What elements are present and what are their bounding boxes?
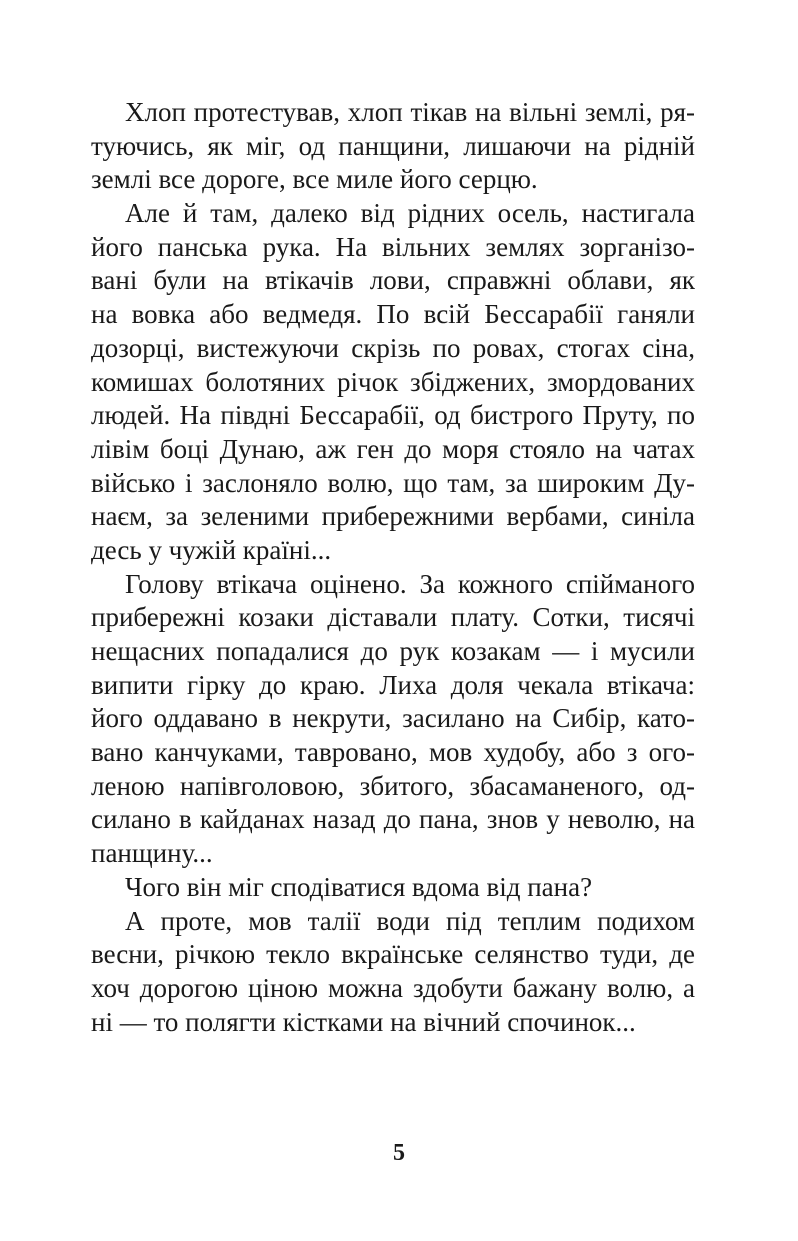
text-line: весни, річкою текло вкраїнське селянство туди, де xyxy=(91,939,695,970)
text-line: нещасних попадалися до рук козакам — і мусили xyxy=(91,636,695,666)
text-line: хоч дорогою ціною можна здобути бажану волю, а xyxy=(91,972,695,1003)
text-line: людей. На півдні Бессарабії, од бистрого Пруту, по xyxy=(91,400,695,431)
body-text xyxy=(91,96,695,1039)
text-line: вані були на втікачів лови, справжні облави, як xyxy=(91,265,695,296)
text-line: землі все дороге, все миле його серцю. xyxy=(91,164,538,195)
text-line: випити гірку до краю. Лиха доля чекала втікача: xyxy=(91,669,695,700)
text-line: на вовка або ведмедя. По всій Бессарабії ганяли xyxy=(91,299,695,330)
text-line: прибережні козаки діставали плату. Сотки, тисячі xyxy=(91,602,695,633)
text-line: комишах болотяних річок збіджених, змордованих xyxy=(91,366,695,397)
text-line: леною напівголовою, збитого, збасаманеного, од- xyxy=(91,770,695,801)
text-line: панщину... xyxy=(91,838,213,869)
text-line: Голову втікача оцінено. За кожного спійманого xyxy=(125,568,695,599)
text-line: ні — то полягти кістками на вічний спочинок... xyxy=(91,1006,636,1037)
text-line: силано в кайданах назад до пана, знов у неволю, на xyxy=(91,804,695,835)
paragraph xyxy=(91,871,695,905)
text-line: вано канчуками, тавровано, мов худобу, або з ого- xyxy=(91,737,695,768)
paragraph xyxy=(91,197,695,568)
text-line: його панська рука. На вільних землях зорганізо- xyxy=(91,231,695,262)
text-line: наєм, за зеленими прибережними вербами, синіла xyxy=(91,501,695,532)
text-line: Чого він міг сподіватися вдома від пана? xyxy=(125,871,593,902)
text-line: Хлоп протестував, хлоп тікав на вільні землі, ря- xyxy=(125,97,695,127)
paragraph xyxy=(91,568,695,871)
text-line: десь у чужій країні... xyxy=(91,534,332,565)
text-line: лівім боці Дунаю, аж ген до моря стояло на чатах xyxy=(91,433,695,464)
text-line: військо і заслоняло волю, що там, за широким Ду- xyxy=(91,467,695,498)
text-line: Але й там, далеко від рідних осель, настигала xyxy=(125,198,695,229)
text-line: дозорці, вистежуючи скрізь по ровах, стогах сіна, xyxy=(91,332,695,363)
text-line: його оддавано в некрути, засилано на Сибір, като- xyxy=(91,703,695,734)
paragraph xyxy=(91,96,695,197)
paragraph xyxy=(91,905,695,1040)
text-line: туючись, як міг, од панщини, лишаючи на рідній xyxy=(91,130,695,161)
text-line: А проте, мов талії води під теплим подихом xyxy=(125,905,695,936)
page-number: 5 xyxy=(393,1140,405,1166)
